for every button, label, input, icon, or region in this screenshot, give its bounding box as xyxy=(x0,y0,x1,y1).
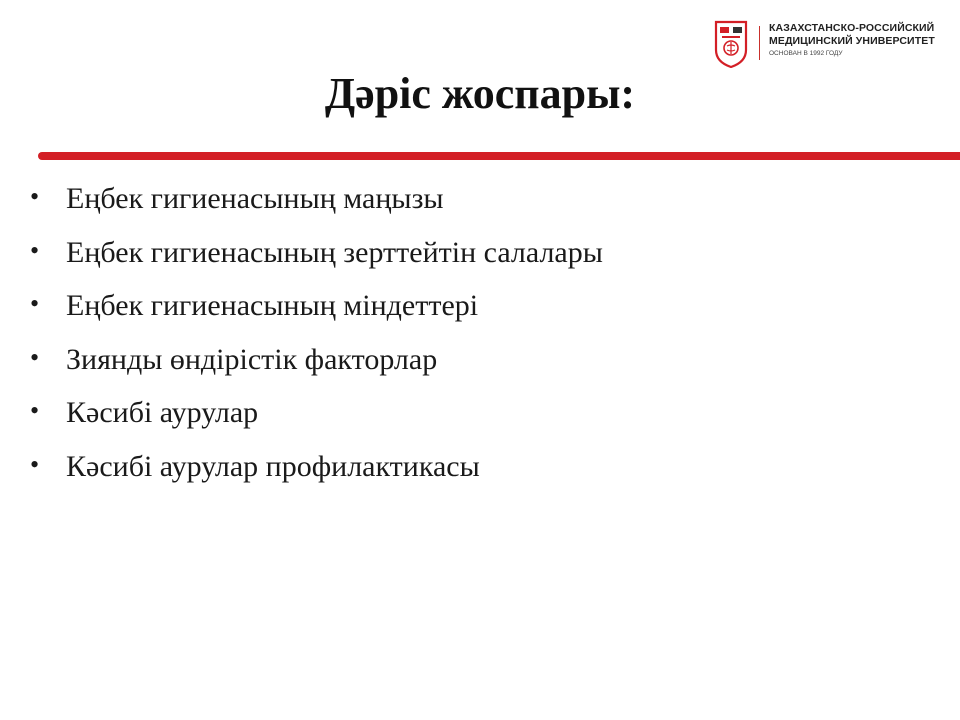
logo-founded-line: ОСНОВАН В 1992 ГОДУ xyxy=(769,50,843,57)
agenda-item-text: Еңбек гигиенасының маңызы xyxy=(66,182,444,215)
logo-name-line1: КАЗАХСТАНСКО-РОССИЙСКИЙ xyxy=(769,22,935,34)
agenda-item-text: Зиянды өндірістік факторлар xyxy=(66,342,438,376)
agenda-item-text: Еңбек гигиенасының міндеттері xyxy=(66,289,479,322)
bullet-icon: • xyxy=(30,449,40,479)
bullet-icon: • xyxy=(30,235,40,265)
bullet-icon: • xyxy=(30,182,40,211)
logo-text xyxy=(769,22,935,60)
agenda-item-text: Кәсибі аурулар профилактикасы xyxy=(66,449,480,483)
agenda-item xyxy=(30,337,603,391)
agenda-item-text: Кәсибі аурулар xyxy=(66,396,259,429)
agenda-item xyxy=(30,176,603,230)
logo-name-line2: МЕДИЦИНСКИЙ УНИВЕРСИТЕТ xyxy=(769,35,935,47)
agenda-item xyxy=(30,444,603,498)
bullet-icon: • xyxy=(30,289,40,318)
logo-divider xyxy=(759,26,760,60)
bullet-icon: • xyxy=(30,396,40,425)
university-logo xyxy=(714,20,935,70)
agenda-item-text: Еңбек гигиенасының зерттейтін салалары xyxy=(66,235,603,269)
title-divider-rule xyxy=(38,152,960,160)
university-emblem-icon xyxy=(714,20,748,68)
agenda-item xyxy=(30,230,603,284)
agenda-item xyxy=(30,390,603,444)
agenda-list xyxy=(30,176,603,497)
bullet-icon: • xyxy=(30,342,40,372)
agenda-item xyxy=(30,283,603,337)
slide-title: Дәріс жоспары: xyxy=(324,69,636,118)
